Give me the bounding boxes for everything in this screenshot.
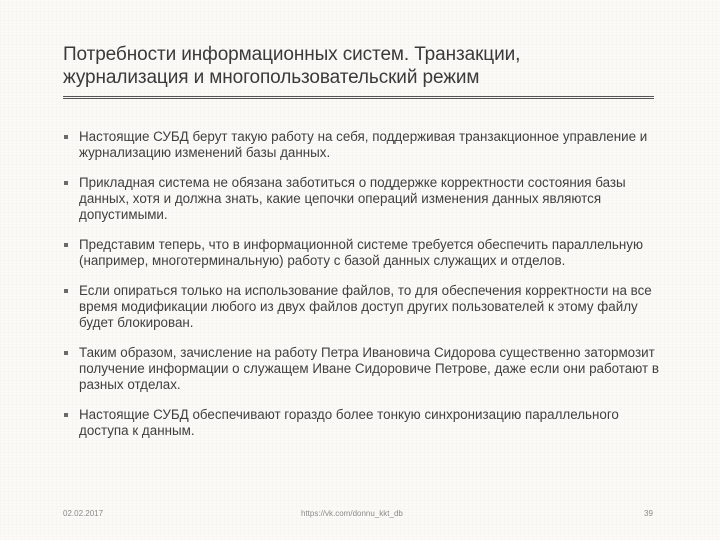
bullet-list bbox=[63, 129, 663, 453]
bullet-text: Таким образом, зачисление на работу Петра Ивановича Сидорова существенно затормозит получение информации о служащем Иване Сидоровиче Петрове, даже если они работают в разных отделах. bbox=[79, 345, 659, 392]
square-bullet-icon bbox=[64, 289, 68, 293]
bullet-item bbox=[63, 283, 663, 331]
bullet-text: Если опираться только на использование файлов, то для обеспечения корректности на все время модификации любого из двух файлов доступ других пользователей к этому файлу будет блокирован. bbox=[79, 283, 652, 330]
square-bullet-icon bbox=[64, 181, 68, 185]
footer-date: 02.02.2017 bbox=[63, 509, 104, 518]
bullet-text: Настоящие СУБД берут такую работу на себя, поддерживая транзакционное управление и журнализацию изменений базы данных. bbox=[79, 129, 648, 160]
square-bullet-icon bbox=[64, 243, 68, 247]
slide-title-line-2: журнализация и многопользовательский режим bbox=[63, 67, 480, 88]
square-bullet-icon bbox=[64, 135, 68, 139]
bullet-item bbox=[63, 129, 663, 161]
bullet-item bbox=[63, 237, 663, 269]
bullet-item bbox=[63, 345, 663, 393]
bullet-text: Представим теперь, что в информационной системе требуется обеспечить параллельную (например, многотерминальную) работу с базой данных служащих и отделов. bbox=[79, 237, 644, 268]
footer-link[interactable]: https://vk.com/donnu_kkt_db bbox=[301, 509, 403, 518]
footer-page-number: 39 bbox=[644, 509, 653, 518]
square-bullet-icon bbox=[64, 351, 68, 355]
bullet-item bbox=[63, 407, 663, 439]
slide-title bbox=[63, 43, 663, 89]
slide-title-line-1: Потребности информационных систем. Транзакции, bbox=[63, 44, 521, 65]
title-divider bbox=[63, 96, 654, 99]
square-bullet-icon bbox=[64, 413, 68, 417]
bullet-text: Настоящие СУБД обеспечивают гораздо более тонкую синхронизацию параллельного доступа к данным. bbox=[79, 407, 619, 438]
bullet-text: Прикладная система не обязана заботиться о поддержке корректности состояния базы данных, хотя и должна знать, какие цепочки операций изменения данных являются допустимыми. bbox=[79, 175, 626, 222]
bullet-item bbox=[63, 175, 663, 223]
